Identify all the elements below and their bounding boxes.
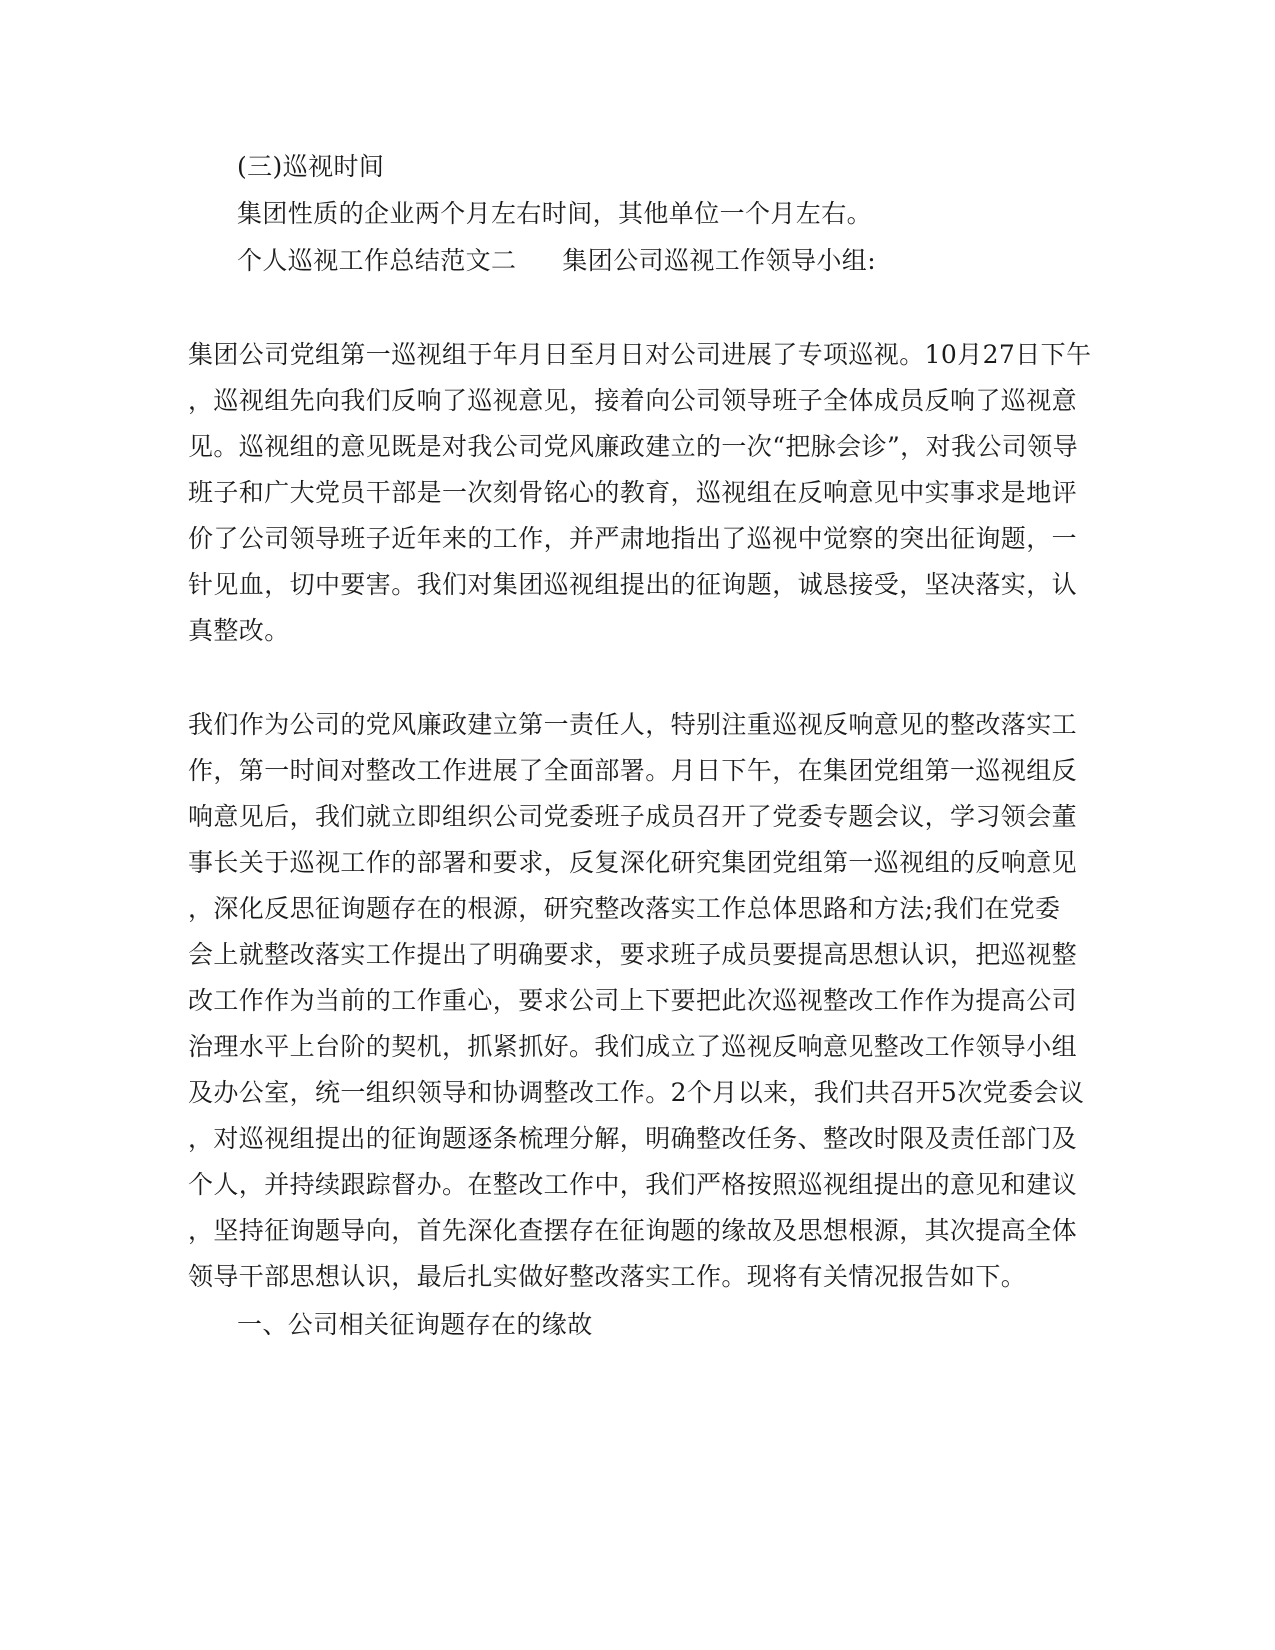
time-text: 集团性质的企业两个月左右时间，其他单位一个月左右。 [237, 199, 873, 228]
paragraph-line: 治理水平上台阶的契机，抓紧抓好。我们成立了巡视反响意见整改工作领导小组 [188, 1032, 1078, 1061]
section-heading-time: (三)巡视时间 [237, 152, 385, 181]
paragraph-line: ，坚持征询题导向，首先深化查摆存在征询题的缘故及思想根源，其次提高全体 [188, 1216, 1078, 1245]
paragraph-line: 改工作作为当前的工作重心，要求公司上下要把此次巡视整改工作作为提高公司 [188, 986, 1078, 1015]
paragraph-line: 事长关于巡视工作的部署和要求，反复深化研究集团党组第一巡视组的反响意见 [188, 848, 1078, 877]
paragraph-line: 及办公室，统一组织领导和协调整改工作。2个月以来，我们共召开5次党委会议 [188, 1078, 1085, 1107]
paragraph-line: 价了公司领导班子近年来的工作，并严肃地指出了巡视中觉察的突出征询题，一 [188, 524, 1078, 553]
paragraph-line: 我们作为公司的党风廉政建立第一责任人，特别注重巡视反响意见的整改落实工 [188, 710, 1078, 739]
paragraph-line: 领导干部思想认识，最后扎实做好整改落实工作。现将有关情况报告如下。 [188, 1262, 1027, 1291]
paragraph-line: ，巡视组先向我们反响了巡视意见，接着向公司领导班子全体成员反响了巡视意 [188, 386, 1078, 415]
paragraph-line: 响意见后，我们就立即组织公司党委班子成员召开了党委专题会议，学习领会董 [188, 802, 1078, 831]
paragraph-line: ，对巡视组提出的征询题逐条梳理分解，明确整改任务、整改时限及责任部门及 [188, 1124, 1078, 1153]
paragraph-line: 会上就整改落实工作提出了明确要求，要求班子成员要提高思想认识，把巡视整 [188, 940, 1078, 969]
paragraph-line: 真整改。 [188, 616, 290, 645]
title-line [237, 246, 1077, 276]
paragraph-line: 个人，并持续跟踪督办。在整改工作中，我们严格按照巡视组提出的意见和建议 [188, 1170, 1078, 1199]
section-heading-1: 一、公司相关征询题存在的缘故 [237, 1310, 593, 1339]
paragraph-line: 见。巡视组的意见既是对我公司党风廉政建立的一次“把脉会诊”，对我公司领导 [188, 432, 1078, 461]
addressee: 集团公司巡视工作领导小组: [562, 246, 877, 275]
paragraph-line: 针见血，切中要害。我们对集团巡视组提出的征询题，诚恳接受，坚决落实，认 [188, 570, 1078, 599]
paragraph-line: 作，第一时间对整改工作进展了全面部署。月日下午，在集团党组第一巡视组反 [188, 756, 1078, 785]
paragraph-line: ，深化反思征询题存在的根源，研究整改落实工作总体思路和方法;我们在党委 [188, 894, 1061, 923]
sample-title: 个人巡视工作总结范文二 [237, 246, 517, 275]
paragraph-line: 集团公司党组第一巡视组于年月日至月日对公司进展了专项巡视。10月27日下午 [188, 340, 1092, 369]
paragraph-line: 班子和广大党员干部是一次刻骨铭心的教育，巡视组在反响意见中实事求是地评 [188, 478, 1078, 507]
